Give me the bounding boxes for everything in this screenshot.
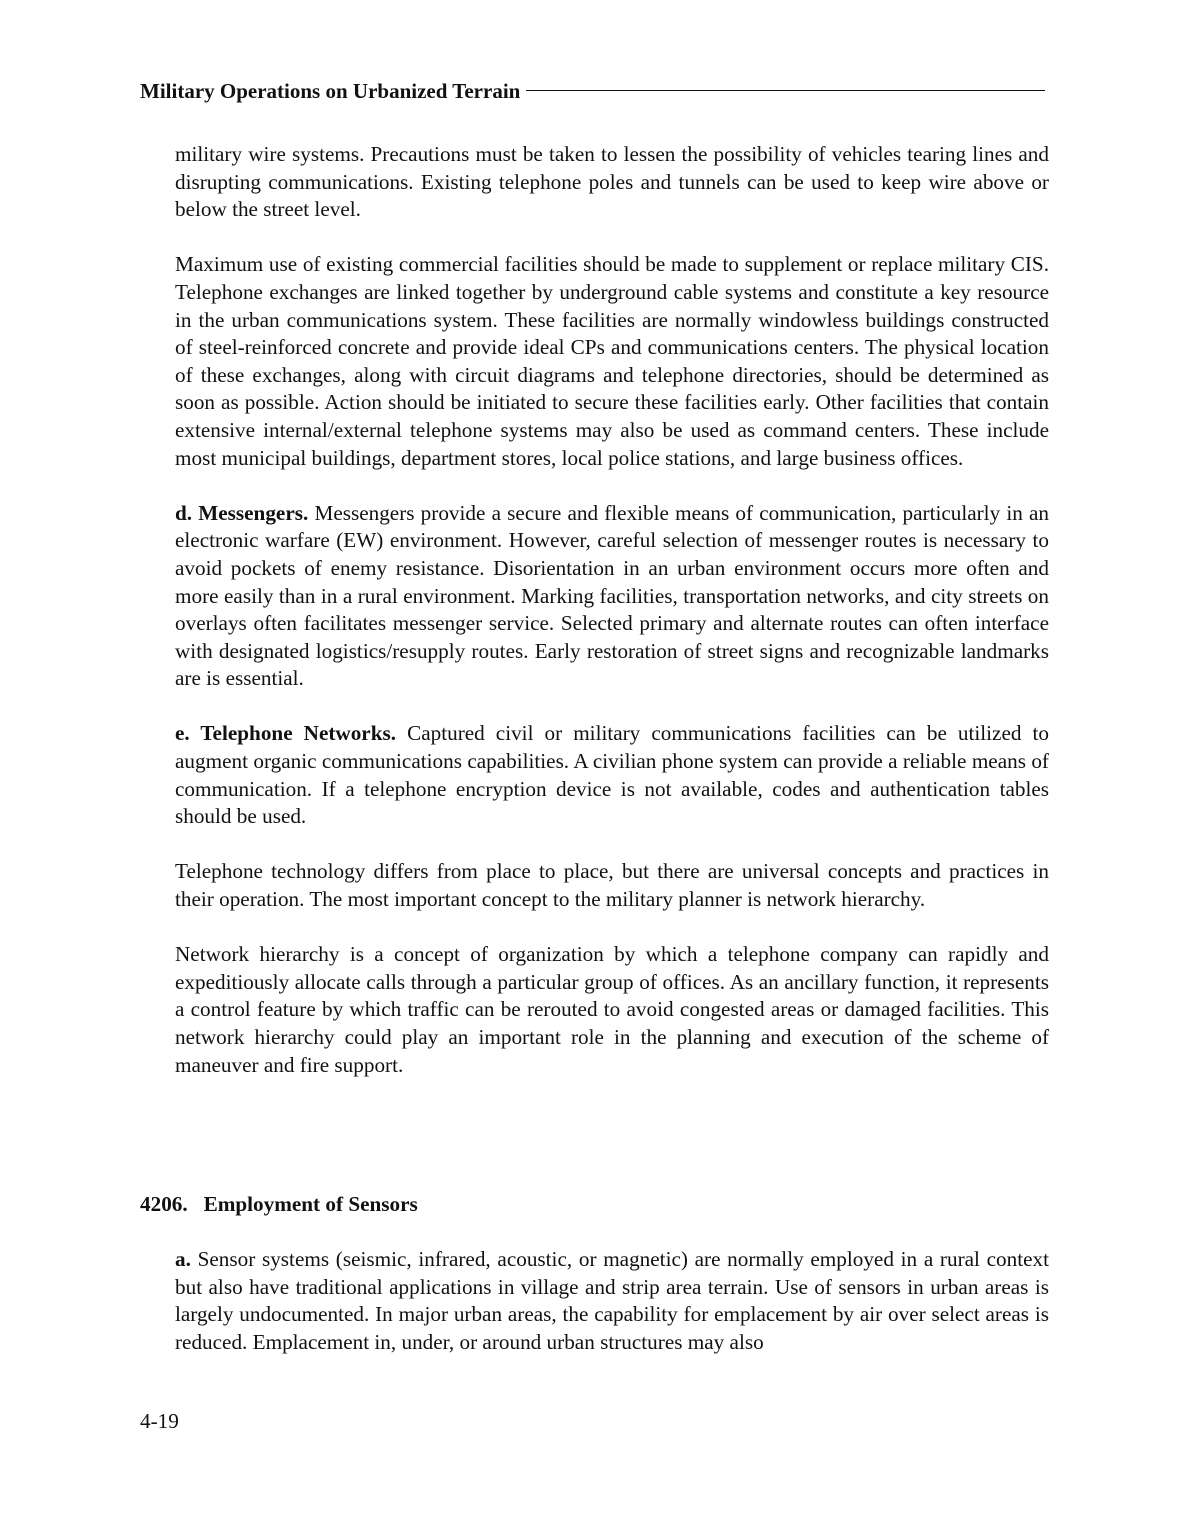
- body-text: [175, 141, 1049, 1107]
- paragraph-commercial-facilities: [175, 251, 1049, 472]
- paragraph-telephone-technology: [175, 858, 1049, 913]
- paragraph-telephone-networks: [175, 720, 1049, 830]
- running-header: [140, 78, 1045, 104]
- section-body: [175, 1246, 1049, 1384]
- paragraph-text: Network hierarchy is a concept of organization by which a telephone company can rapidly and expeditiously allocate calls through a particular group of offices. As an ancillary function, it represents a control feature by which traffic can be rerouted to avoid congested areas or damaged facilities. This network hierarchy could play an important role in the planning and execution of the scheme of maneuver and fire support.: [175, 942, 1049, 1077]
- paragraph-lead: e. Telephone Networks.: [175, 721, 397, 746]
- section-heading: 4206. Employment of Sensors: [140, 1192, 418, 1216]
- paragraph-text: Messengers provide a secure and flexible means of communication, particularly in an electronic warfare (EW) environment. However, careful selection of messenger routes is necessary to avoid pockets of enemy resistance. Disorientation in an urban environment occurs more often and more easily than in a rural environment. Marking facilities, transportation networks, and city streets on overlays often facilitates messenger service. Selected primary and alternate routes can often interface with designated logistics/resupply routes. Early restoration of street signs and recognizable landmarks are is essential.: [175, 500, 1049, 691]
- paragraph-text: Sensor systems (seismic, infrared, acoustic, or magnetic) are normally employed in a rural context but also have traditional applications in village and strip area terrain. Use of sensors in urban areas is largely undocumented. In major urban areas, the capability for emplacement by air over select areas is reduced. Emplacement in, under, or around urban structures may also: [175, 1247, 1049, 1354]
- page-number: 4-19: [140, 1409, 179, 1433]
- paragraph-lead: d. Messengers.: [175, 500, 309, 525]
- paragraph-sensor-systems: [175, 1246, 1049, 1356]
- paragraph-wire-systems: [175, 141, 1049, 224]
- paragraph-lead: a.: [175, 1247, 191, 1271]
- paragraph-network-hierarchy: [175, 941, 1049, 1079]
- paragraph-text: Captured civil or military communications facilities can be utilized to augment organic communications capabilities. A civilian phone system can provide a reliable means of communication. If a telephone encryption device is not available, codes and authentication tables should be used.: [175, 721, 1049, 829]
- header-rule: [526, 90, 1045, 91]
- paragraph-text: Telephone technology differs from place to place, but there are universal concepts and practices in their operation. The most important concept to the military planner is network hierarchy.: [175, 859, 1049, 912]
- paragraph-text: Maximum use of existing commercial facilities should be made to supplement or replace military CIS. Telephone exchanges are linked together by underground cable systems and constitute a key resource in the urban communications system. These facilities are normally windowless buildings constructed of steel-reinforced concrete and provide ideal CPs and communications centers. The physical location of these exchanges, along with circuit diagrams and telephone directories, should be determined as soon as possible. Action should be initiated to secure these facilities early. Other facilities that contain extensive internal/external telephone systems may also be used as command centers. These include most municipal buildings, department stores, local police stations, and large business offices.: [175, 252, 1049, 470]
- paragraph-messengers: [175, 500, 1049, 693]
- header-title: Military Operations on Urbanized Terrain: [140, 79, 521, 103]
- paragraph-text: military wire systems. Precautions must be taken to lessen the possibility of vehicles tearing lines and disrupting communications. Existing telephone poles and tunnels can be used to keep wire above or below the street level.: [175, 142, 1049, 222]
